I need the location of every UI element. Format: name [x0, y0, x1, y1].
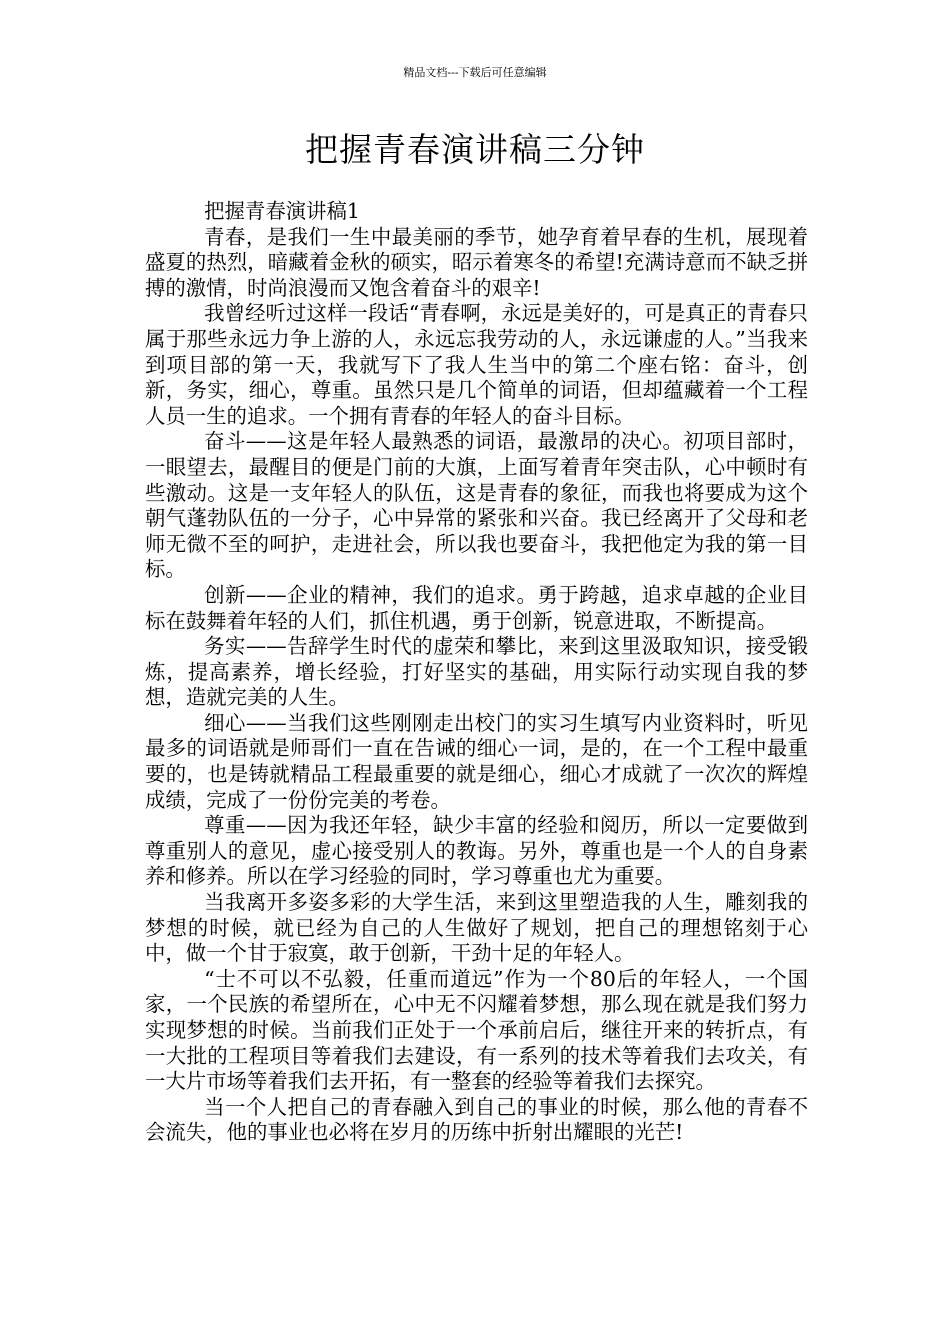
body-paragraph: 我曾经听过这样一段话“青春啊，永远是美好的，可是真正的青春只属于那些永远力争上游的人，永远忘我劳动的人，永远谦虚的人。”当我来到项目部的第一天，我就写下了我人生当中的第二个座右铭：奋斗，创新，务实，细心，尊重。虽然只是几个简单的词语，但却蕴藏着一个工程人员一生的追求。一个拥有青春的年轻人的奋斗目标。	[145, 301, 808, 428]
document-body	[145, 199, 808, 1146]
document-title: 把握青春演讲稿三分钟	[305, 130, 645, 169]
body-paragraph: 尊重——因为我还年轻，缺少丰富的经验和阅历，所以一定要做到尊重别人的意见，虚心接受别人的教诲。另外，尊重也是一个人的自身素养和修养。所以在学习经验的同时，学习尊重也尤为重要。	[145, 813, 808, 889]
body-paragraph: 创新——企业的精神，我们的追求。勇于跨越，追求卓越的企业目标在鼓舞着年轻的人们，抓住机遇，勇于创新，锐意进取，不断提高。	[145, 582, 808, 633]
body-paragraph: “士不可以不弘毅，任重而道远”作为一个80后的年轻人，一个国家，一个民族的希望所在，心中无不闪耀着梦想，那么现在就是我们努力实现梦想的时候。当前我们正处于一个承前启后，继往开来的转折点，有一大批的工程项目等着我们去建设，有一系列的技术等着我们去攻关，有一大片市场等着我们去开拓，有一整套的经验等着我们去探究。	[145, 966, 808, 1094]
subtitle-paragraph: 把握青春演讲稿1	[204, 199, 360, 223]
body-paragraph: 细心——当我们这些刚刚走出校门的实习生填写内业资料时，听见最多的词语就是师哥们一直在告诫的细心一词，是的，在一个工程中最重要的，也是铸就精品工程最重要的就是细心，细心才成就了一次次的辉煌成绩，完成了一份份完美的考卷。	[145, 710, 808, 812]
body-paragraph: 务实——告辞学生时代的虚荣和攀比，来到这里汲取知识，接受锻炼，提高素养，增长经验，打好坚实的基础，用实际行动实现自我的梦想，造就完美的人生。	[145, 634, 808, 710]
page-header: 精品文档---下载后可任意编辑	[403, 66, 547, 79]
body-paragraph: 当一个人把自己的青春融入到自己的事业的时候，那么他的青春不会流失，他的事业也必将在岁月的历练中折射出耀眼的光芒!	[145, 1094, 808, 1145]
body-paragraph: 奋斗——这是年轻人最熟悉的词语，最激昂的决心。初项目部时，一眼望去，最醒目的便是门前的大旗，上面写着青年突击队，心中顿时有些激动。这是一支年轻人的队伍，这是青春的象征，而我也将要成为这个朝气蓬勃队伍的一分子，心中异常的紧张和兴奋。我已经离开了父母和老师无微不至的呵护，走进社会，所以我也要奋斗，我把他定为我的第一目标。	[145, 429, 808, 582]
body-paragraph: 当我离开多姿多彩的大学生活，来到这里塑造我的人生，雕刻我的梦想的时候，就已经为自己的人生做好了规划，把自己的理想铭刻于心中，做一个甘于寂寞，敢于创新，干劲十足的年轻人。	[145, 890, 808, 966]
body-paragraph: 青春，是我们一生中最美丽的季节，她孕育着早春的生机，展现着盛夏的热烈，暗藏着金秋的硕实，昭示着寒冬的希望!充满诗意而不缺乏拼搏的激情，时尚浪漫而又饱含着奋斗的艰辛!	[145, 224, 808, 300]
